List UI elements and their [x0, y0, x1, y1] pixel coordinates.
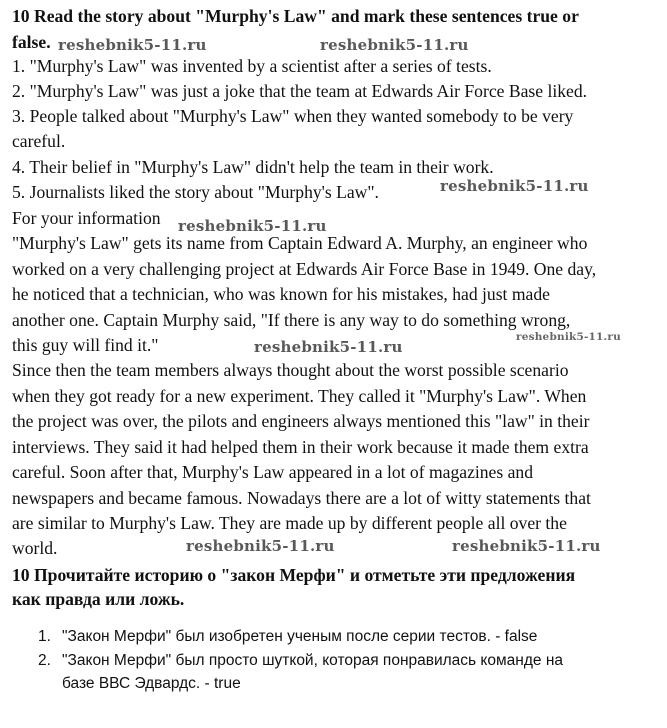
watermark: reshebnik5-11.ru	[58, 36, 207, 54]
info-line: this guy will find it."	[12, 335, 159, 355]
statement-2: 2. "Murphy's Law" was just a joke that the team at Edwards Air Force Base liked.	[12, 81, 588, 101]
translation-title-line-2: как правда или ложь.	[12, 589, 185, 609]
watermark: reshebnik5-11.ru	[440, 177, 589, 195]
info-line: worked on a very challenging project at Edwards Air Force Base in 1949. One day,	[12, 259, 597, 279]
info-line: "Murphy's Law" gets its name from Captain Edward A. Murphy, an engineer who	[12, 233, 588, 253]
watermark: reshebnik5-11.ru	[320, 36, 469, 54]
info-line: Since then the team members always thought about the worst possible scenario	[12, 360, 569, 380]
info-line: careful. Soon after that, Murphy's Law appeared in a lot of magazines and	[12, 462, 534, 482]
answer-item-1	[38, 627, 537, 647]
info-line: world.	[12, 538, 58, 558]
answer-number: 1.	[38, 628, 51, 645]
info-line: another one. Captain Murphy said, "If there is any way to do something wrong,	[12, 310, 571, 330]
translation-title-line-1: 10 Прочитайте историю о "закон Мерфи" и отметьте эти предложения	[12, 565, 576, 585]
info-line: are similar to Murphy's Law. They are made up by different people all over the	[12, 513, 567, 533]
answer-number: 2.	[38, 652, 51, 669]
statement-4: 4. Their belief in "Murphy's Law" didn't help the team in their work.	[12, 157, 494, 177]
info-heading: For your information	[12, 208, 161, 228]
watermark: reshebnik5-11.ru	[452, 537, 601, 555]
info-line: interviews. They said it had helped them in their work because it made them extra	[12, 437, 589, 457]
statement-1: 1. "Murphy's Law" was invented by a scientist after a series of tests.	[12, 56, 492, 76]
statement-3: 3. People talked about "Murphy's Law" when they wanted somebody to be very	[12, 106, 574, 126]
watermark: reshebnik5-11.ru	[254, 338, 403, 356]
answer-item-2	[38, 651, 563, 671]
answer-text: "Закон Мерфи" был просто шуткой, которая понравилась команде на	[62, 652, 563, 669]
answer-item-2-cont: базе ВВС Эдвардс. - true	[62, 675, 241, 692]
statement-3-cont: careful.	[12, 131, 66, 151]
info-line: newspapers and became famous. Nowadays there are a lot of witty statements that	[12, 488, 591, 508]
watermark: reshebnik5-11.ru	[186, 537, 335, 555]
watermark: reshebnik5-11.ru	[178, 217, 327, 235]
info-line: he noticed that a technician, who was known for his mistakes, had just made	[12, 284, 550, 304]
statement-5: 5. Journalists liked the story about "Murphy's Law".	[12, 182, 379, 202]
info-line: the project was over, the pilots and engineers always mentioned this "law" in their	[12, 411, 590, 431]
exercise-title-line-1: 10 Read the story about "Murphy's Law" and mark these sentences true or	[12, 6, 579, 26]
watermark: reshebnik5-11.ru	[516, 331, 621, 343]
info-line: when they got ready for a new experiment. They called it "Murphy's Law". When	[12, 386, 587, 406]
answer-text: "Закон Мерфи" был изобретен ученым после серии тестов. - false	[62, 628, 538, 645]
exercise-title-line-2: false.	[12, 32, 51, 52]
